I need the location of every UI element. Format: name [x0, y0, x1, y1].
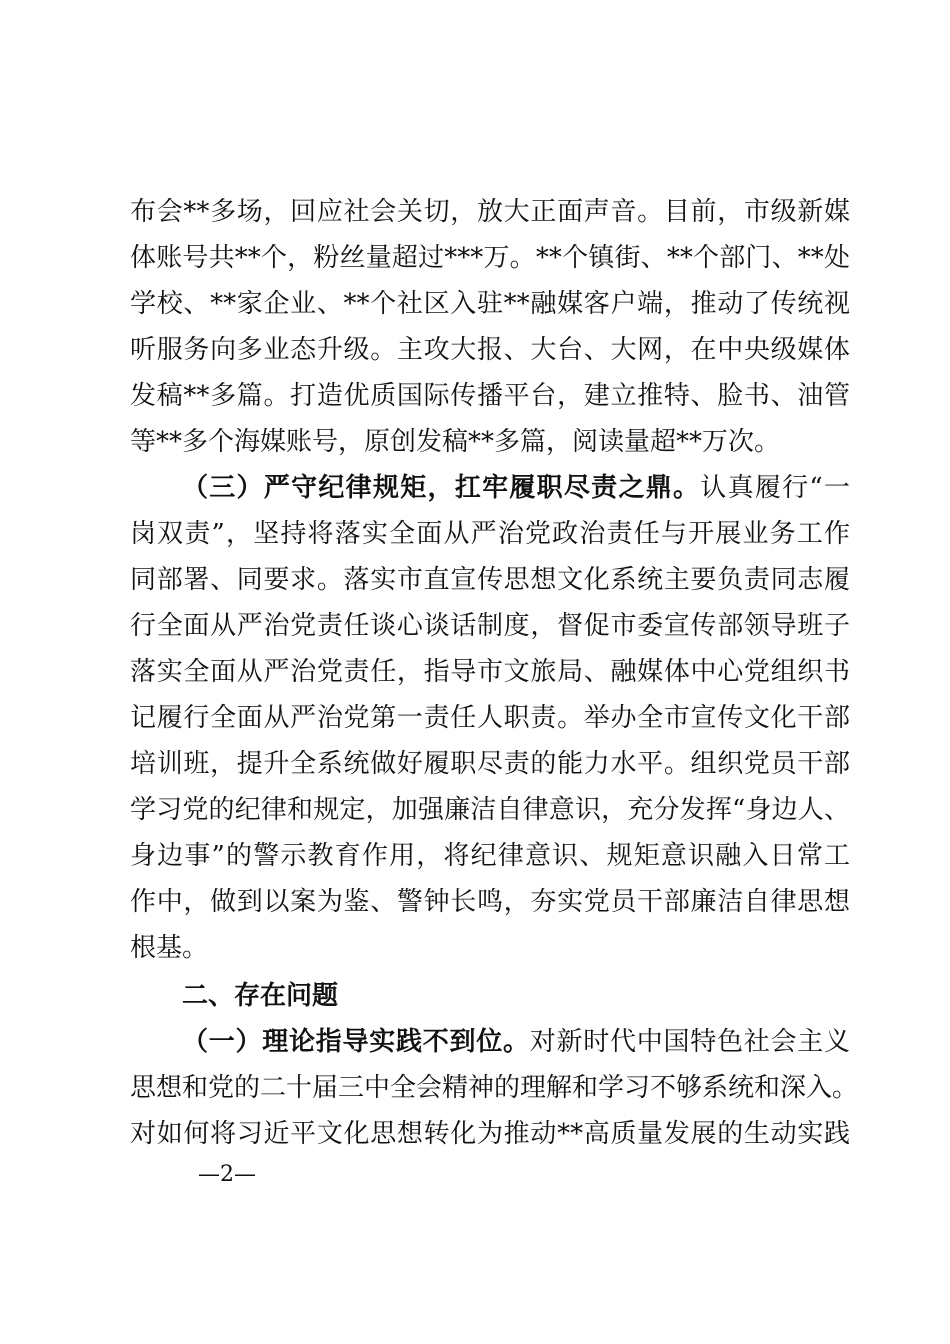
- paragraph-first-line: [182, 1022, 850, 1062]
- paragraph-line: 根基。: [130, 933, 209, 963]
- section-heading: 二、存在问题: [182, 981, 339, 1011]
- paragraph-line: 布会**多场，回应社会关切，放大正面声音。目前，市级新媒: [130, 197, 850, 227]
- page-number: —2—: [198, 1162, 256, 1187]
- paragraph-line: 身边事”的警示教育作用，将纪律意识、规矩意识融入日常工: [130, 841, 850, 871]
- paragraph-line: 行全面从严治党责任谈心谈话制度，督促市委宣传部领导班子: [130, 611, 850, 641]
- paragraph-text: 认真履行“一: [700, 473, 850, 503]
- paragraph-line: 同部署、同要求。落实市直宣传思想文化系统主要负责同志履: [130, 565, 850, 595]
- paragraph-line: 学习党的纪律和规定，加强廉洁自律意识，充分发挥“身边人、: [130, 795, 850, 825]
- paragraph-line: 等**多个海媒账号，原创发稿**多篇，阅读量超**万次。: [130, 427, 781, 457]
- paragraph-line: 听服务向多业态升级。主攻大报、大台、大网，在中央级媒体: [130, 335, 850, 365]
- paragraph-text: 对新时代中国特色社会主义: [529, 1027, 850, 1057]
- paragraph-first-line: [182, 468, 850, 508]
- paragraph-line: 作中，做到以案为鉴、警钟长鸣，夯实党员干部廉洁自律思想: [130, 887, 850, 917]
- paragraph-line: 落实全面从严治党责任，指导市文旅局、融媒体中心党组织书: [130, 657, 850, 687]
- paragraph-line: 对如何将习近平文化思想转化为推动**高质量发展的生动实践: [130, 1119, 850, 1149]
- paragraph-line: 思想和党的二十届三中全会精神的理解和学习不够系统和深入。: [130, 1073, 859, 1103]
- paragraph-line: 发稿**多篇。打造优质国际传播平台，建立推特、脸书、油管: [130, 381, 850, 411]
- paragraph-title: （一）理论指导实践不到位。: [182, 1027, 530, 1057]
- paragraph-line: 培训班，提升全系统做好履职尽责的能力水平。组织党员干部: [130, 749, 850, 779]
- paragraph-line: 学校、**家企业、**个社区入驻**融媒客户端，推动了传统视: [130, 289, 850, 319]
- paragraph-line: 记履行全面从严治党第一责任人职责。举办全市宣传文化干部: [130, 703, 850, 733]
- paragraph-line: 岗双责”，坚持将落实全面从严治党政治责任与开展业务工作: [130, 519, 850, 549]
- paragraph-line: 体账号共**个，粉丝量超过***万。**个镇街、**个部门、**处: [130, 243, 850, 273]
- paragraph-title: （三）严守纪律规矩，扛牢履职尽责之鼎。: [182, 473, 701, 503]
